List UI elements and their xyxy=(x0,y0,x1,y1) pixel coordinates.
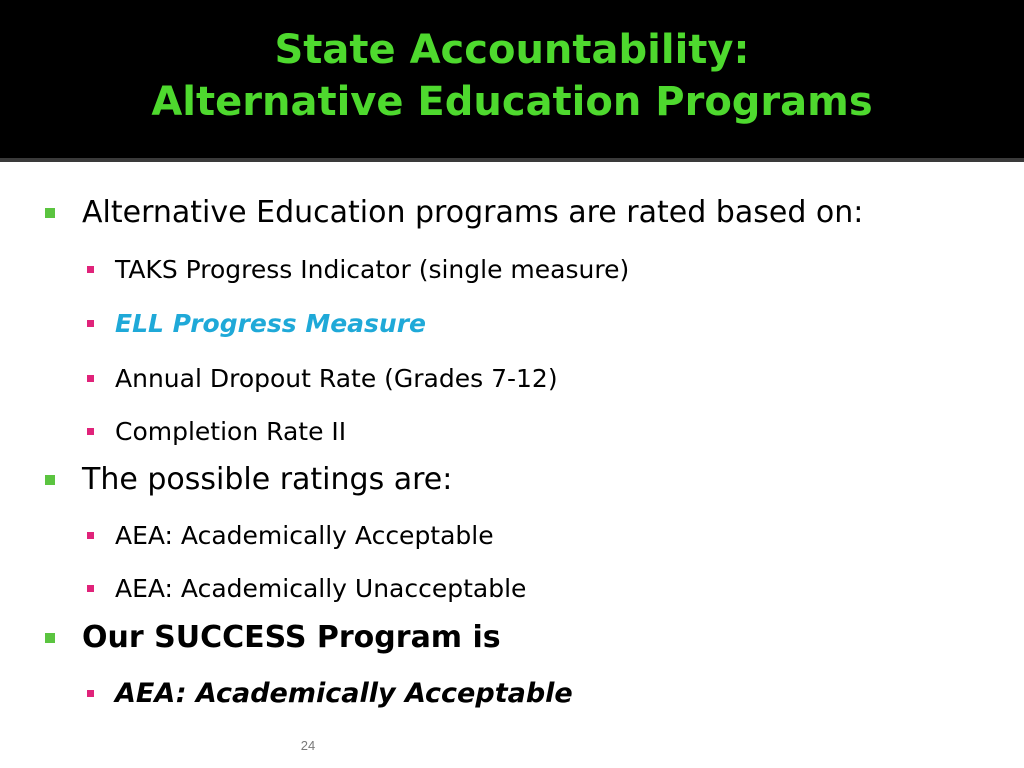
bullet-text: TAKS Progress Indicator (single measure) xyxy=(115,255,630,284)
bullet-text-bold-italic: AEA: Academically Acceptable xyxy=(115,678,573,709)
bullet-text-highlighted: ELL Progress Measure xyxy=(115,309,427,338)
square-bullet-icon xyxy=(45,633,55,643)
bullet-text-bold: Our SUCCESS Program is xyxy=(82,620,501,655)
page-number: 24 xyxy=(300,738,316,753)
sub-bullet-success-rating xyxy=(115,678,573,709)
slide-title xyxy=(0,24,1024,128)
square-bullet-icon xyxy=(87,375,94,382)
sub-bullet-ell-progress xyxy=(115,309,426,338)
bullet-text: Annual Dropout Rate (Grades 7-12) xyxy=(115,364,558,393)
sub-bullet-acceptable xyxy=(115,521,494,550)
sub-bullet-dropout-rate xyxy=(115,364,558,393)
bullet-possible-ratings xyxy=(82,462,452,497)
square-bullet-icon xyxy=(45,208,55,218)
title-line-2: Alternative Education Programs xyxy=(151,79,873,125)
bullet-text: Completion Rate II xyxy=(115,417,347,446)
square-bullet-icon xyxy=(87,320,94,327)
bullet-text: AEA: Academically Acceptable xyxy=(115,521,494,550)
square-bullet-icon xyxy=(87,585,94,592)
bullet-text: The possible ratings are: xyxy=(82,462,453,497)
title-line-1: State Accountability: xyxy=(274,27,750,73)
bullet-success-program xyxy=(82,620,501,655)
square-bullet-icon xyxy=(87,428,94,435)
sub-bullet-completion-rate xyxy=(115,417,346,446)
square-bullet-icon xyxy=(45,475,55,485)
square-bullet-icon xyxy=(87,266,94,273)
bullet-text: AEA: Academically Unacceptable xyxy=(115,574,527,603)
bullet-text: Alternative Education programs are rated based on: xyxy=(82,195,864,230)
title-divider xyxy=(0,158,1024,162)
bullet-rated-based-on xyxy=(82,195,863,230)
sub-bullet-taks-progress xyxy=(115,255,629,284)
sub-bullet-unacceptable xyxy=(115,574,526,603)
square-bullet-icon xyxy=(87,532,94,539)
square-bullet-icon xyxy=(87,690,94,697)
